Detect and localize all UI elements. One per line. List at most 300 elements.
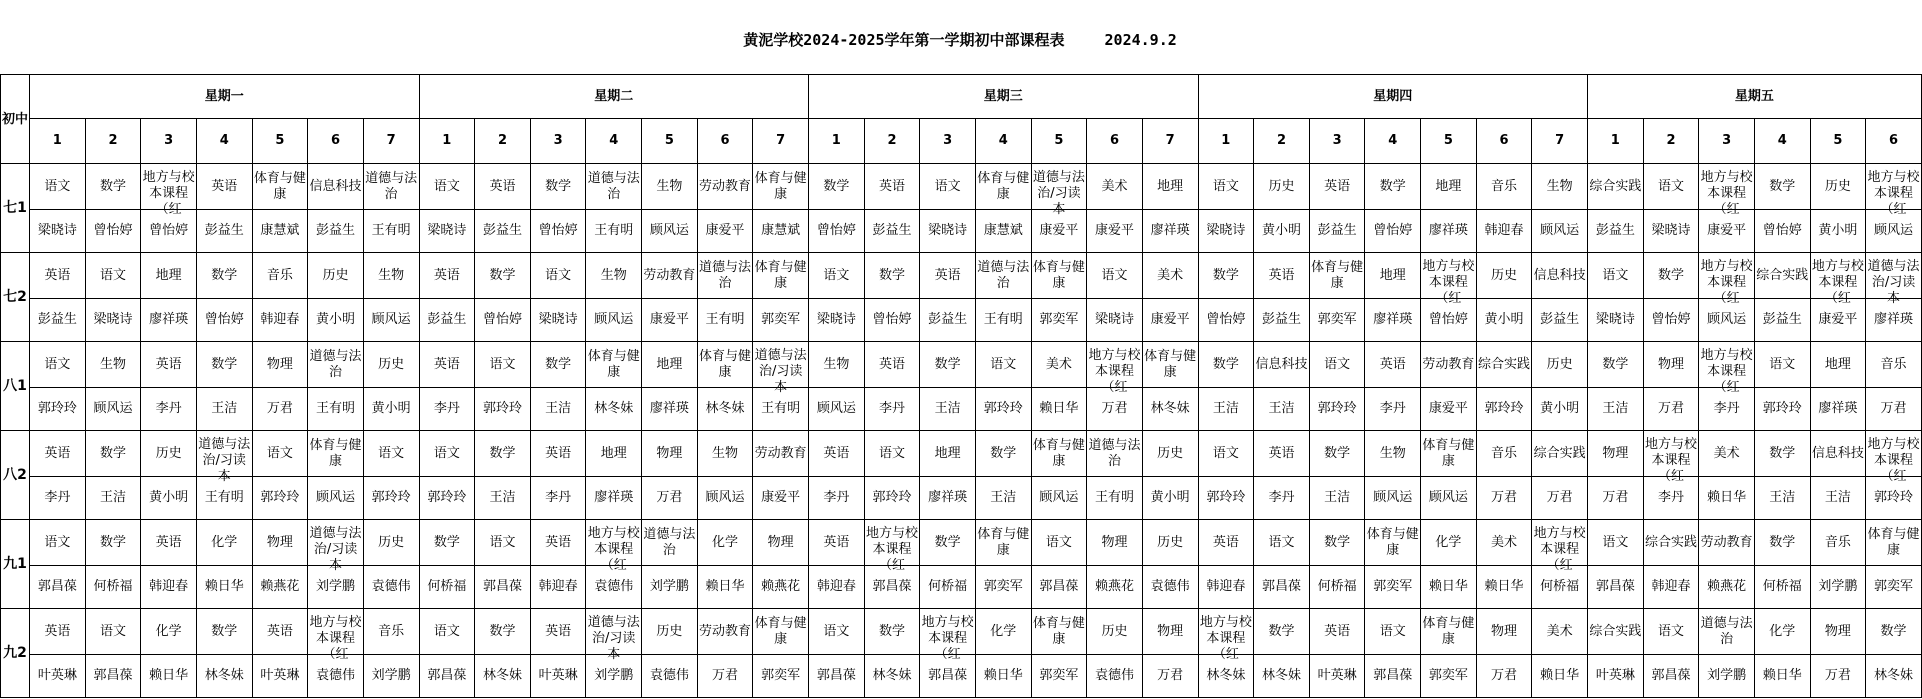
subject-cell bbox=[920, 520, 976, 566]
subject-text: 地理 bbox=[934, 445, 961, 461]
subject-text: 历史 bbox=[322, 267, 349, 283]
teacher-text: 郭奕军 bbox=[761, 668, 801, 683]
subject-text: 数学 bbox=[211, 267, 238, 283]
teacher-cell bbox=[1198, 299, 1254, 342]
subject-cell bbox=[1699, 342, 1755, 395]
subject-text: 历史 bbox=[1546, 356, 1573, 372]
subject-cell bbox=[1031, 609, 1087, 655]
teacher-cell bbox=[196, 566, 252, 609]
subject-cell bbox=[1476, 520, 1532, 566]
subject-cell bbox=[419, 520, 475, 566]
teacher-text: 王洁 bbox=[1212, 401, 1239, 416]
teacher-text: 韩迎春 bbox=[538, 579, 578, 594]
teacher-cell bbox=[1309, 566, 1365, 609]
teacher-cell bbox=[141, 655, 197, 698]
subject-text: 道德与法治/习读本 bbox=[198, 437, 251, 484]
teacher-cell bbox=[753, 299, 809, 342]
subject-cell bbox=[586, 253, 642, 299]
subject-cell bbox=[864, 164, 920, 210]
period-number: 1 bbox=[809, 119, 865, 164]
teacher-text: 刘学鹏 bbox=[316, 579, 356, 594]
subject-cell bbox=[1588, 164, 1644, 210]
subject-cell bbox=[1754, 520, 1810, 566]
subject-text: 地方与校本课程（红 bbox=[1422, 259, 1475, 306]
teacher-cell bbox=[1532, 388, 1588, 431]
teacher-cell bbox=[1142, 299, 1198, 342]
teacher-text: 曾怡婷 bbox=[1428, 312, 1468, 327]
teacher-cell bbox=[1643, 210, 1699, 253]
teacher-cell bbox=[642, 210, 698, 253]
subject-cell bbox=[141, 164, 197, 217]
subject-cell bbox=[1031, 253, 1087, 299]
subject-text: 体育与健康 bbox=[587, 348, 640, 380]
subject-text: 道德与法治/习读本 bbox=[1032, 170, 1085, 217]
subject-cell bbox=[85, 609, 141, 655]
teacher-cell bbox=[141, 388, 197, 431]
teacher-cell bbox=[1588, 388, 1644, 431]
period-number: 6 bbox=[1866, 119, 1922, 164]
subject-cell bbox=[1476, 431, 1532, 477]
subject-text: 英语 bbox=[934, 267, 961, 283]
subject-cell bbox=[642, 253, 698, 299]
subject-cell bbox=[1309, 609, 1365, 655]
subject-cell bbox=[586, 609, 642, 662]
subject-cell bbox=[1087, 342, 1143, 395]
subject-cell bbox=[1866, 164, 1922, 217]
teacher-cell bbox=[1365, 299, 1421, 342]
subject-text: 地方与校本课程（红 bbox=[309, 615, 362, 662]
subject-cell bbox=[1142, 164, 1198, 210]
subject-cell bbox=[1866, 431, 1922, 484]
teacher-cell bbox=[1476, 655, 1532, 698]
subject-cell bbox=[642, 164, 698, 210]
subject-cell bbox=[975, 342, 1031, 388]
teacher-cell bbox=[363, 655, 419, 698]
teacher-cell bbox=[1031, 299, 1087, 342]
teacher-text: 康爱平 bbox=[1428, 401, 1468, 416]
subject-text: 英语 bbox=[545, 623, 572, 639]
subject-cell bbox=[586, 342, 642, 388]
teacher-text: 王有明 bbox=[204, 490, 244, 505]
period-number: 3 bbox=[1699, 119, 1755, 164]
teacher-cell bbox=[1699, 566, 1755, 609]
teacher-cell bbox=[809, 299, 865, 342]
teacher-text: 康爱平 bbox=[761, 490, 801, 505]
weekday-header: 星期四 bbox=[1198, 75, 1588, 119]
subject-cell bbox=[753, 431, 809, 477]
teacher-cell bbox=[475, 299, 531, 342]
subject-text: 语文 bbox=[1602, 267, 1629, 283]
subject-text: 生物 bbox=[378, 267, 405, 283]
teacher-text: 王洁 bbox=[934, 401, 961, 416]
subject-text: 道德与法治 bbox=[1700, 615, 1753, 647]
period-number: 6 bbox=[697, 119, 753, 164]
subject-text: 物理 bbox=[1824, 623, 1851, 639]
subject-text: 历史 bbox=[1101, 623, 1128, 639]
teacher-text: 赖燕花 bbox=[260, 579, 300, 594]
teacher-cell bbox=[697, 210, 753, 253]
subject-text: 语文 bbox=[1101, 267, 1128, 283]
subject-cell bbox=[363, 253, 419, 299]
subject-cell bbox=[1810, 164, 1866, 210]
teacher-text: 李丹 bbox=[1268, 490, 1295, 505]
subject-text: 历史 bbox=[1157, 445, 1184, 461]
period-number: 5 bbox=[642, 119, 698, 164]
teacher-cell bbox=[1087, 477, 1143, 520]
teacher-text: 黄小明 bbox=[149, 490, 189, 505]
subject-text: 体育与健康 bbox=[1144, 348, 1197, 380]
period-number: 3 bbox=[1309, 119, 1365, 164]
teacher-cell bbox=[419, 566, 475, 609]
subject-cell bbox=[1866, 253, 1922, 306]
teacher-text: 郭玲玲 bbox=[37, 401, 77, 416]
subject-cell bbox=[419, 342, 475, 388]
period-number: 4 bbox=[1365, 119, 1421, 164]
subject-text: 生物 bbox=[656, 178, 683, 194]
teacher-text: 曾怡婷 bbox=[93, 223, 133, 238]
subject-text: 生物 bbox=[99, 356, 126, 372]
teacher-cell bbox=[1810, 210, 1866, 253]
teacher-text: 顾风运 bbox=[1039, 490, 1079, 505]
teacher-text: 黄小明 bbox=[316, 312, 356, 327]
teacher-cell bbox=[196, 388, 252, 431]
period-number: 1 bbox=[1588, 119, 1644, 164]
subject-cell bbox=[141, 609, 197, 655]
subject-text: 化学 bbox=[990, 623, 1017, 639]
subject-cell bbox=[530, 342, 586, 388]
subject-text: 语文 bbox=[489, 534, 516, 550]
teacher-text: 康慧斌 bbox=[983, 223, 1023, 238]
teacher-cell bbox=[419, 655, 475, 698]
subject-text: 英语 bbox=[44, 445, 71, 461]
teacher-text: 李丹 bbox=[1657, 490, 1684, 505]
teacher-text: 康爱平 bbox=[649, 312, 689, 327]
subject-text: 数学 bbox=[1769, 445, 1796, 461]
subject-text: 物理 bbox=[1101, 534, 1128, 550]
subject-text: 历史 bbox=[1824, 178, 1851, 194]
teacher-text: 叶英琳 bbox=[260, 668, 300, 683]
teacher-cell bbox=[1643, 655, 1699, 698]
teacher-text: 曾怡婷 bbox=[872, 312, 912, 327]
teacher-text: 彭益生 bbox=[204, 223, 244, 238]
subject-cell bbox=[1365, 520, 1421, 566]
subject-cell bbox=[85, 342, 141, 388]
subject-text: 道德与法治 bbox=[587, 170, 640, 202]
subject-text: 英语 bbox=[1379, 356, 1406, 372]
teacher-cell bbox=[1754, 477, 1810, 520]
teacher-cell bbox=[1087, 566, 1143, 609]
teacher-text: 郭昌葆 bbox=[1039, 579, 1079, 594]
teacher-text: 郭玲玲 bbox=[1206, 490, 1246, 505]
subject-text: 生物 bbox=[712, 445, 739, 461]
period-number: 6 bbox=[1087, 119, 1143, 164]
teacher-text: 康爱平 bbox=[1818, 312, 1858, 327]
teacher-cell bbox=[363, 388, 419, 431]
weekday-header: 星期一 bbox=[30, 75, 420, 119]
subject-text: 音乐 bbox=[1880, 356, 1907, 372]
subject-text: 地方与校本课程（红 bbox=[1867, 170, 1920, 217]
subject-text: 语文 bbox=[489, 356, 516, 372]
subject-text: 生物 bbox=[1379, 445, 1406, 461]
subject-cell bbox=[586, 431, 642, 477]
period-number: 3 bbox=[141, 119, 197, 164]
subject-text: 数学 bbox=[1268, 623, 1295, 639]
teacher-cell bbox=[1087, 210, 1143, 253]
weekday-header: 星期三 bbox=[809, 75, 1199, 119]
subject-text: 英语 bbox=[155, 356, 182, 372]
subject-cell bbox=[1699, 164, 1755, 217]
teacher-text: 彭益生 bbox=[1317, 223, 1357, 238]
subject-cell bbox=[1254, 431, 1310, 477]
teacher-cell bbox=[809, 566, 865, 609]
subject-cell bbox=[1532, 164, 1588, 210]
teacher-cell bbox=[363, 210, 419, 253]
teacher-text: 廖祥瑛 bbox=[928, 490, 968, 505]
subject-text: 语文 bbox=[1324, 356, 1351, 372]
subject-cell bbox=[252, 164, 308, 210]
subject-cell bbox=[1365, 164, 1421, 210]
teacher-cell bbox=[1254, 477, 1310, 520]
subject-cell bbox=[85, 253, 141, 299]
teacher-text: 王有明 bbox=[705, 312, 745, 327]
teacher-text: 彭益生 bbox=[482, 223, 522, 238]
teacher-text: 王洁 bbox=[990, 490, 1017, 505]
subject-cell bbox=[1532, 520, 1588, 573]
teacher-cell bbox=[864, 388, 920, 431]
subject-cell bbox=[920, 431, 976, 477]
teacher-cell bbox=[642, 477, 698, 520]
teacher-text: 黄小明 bbox=[371, 401, 411, 416]
period-number: 1 bbox=[419, 119, 475, 164]
teacher-cell bbox=[252, 655, 308, 698]
subject-cell bbox=[1198, 520, 1254, 566]
subject-cell bbox=[1699, 431, 1755, 477]
teacher-cell bbox=[1254, 655, 1310, 698]
teacher-cell bbox=[530, 210, 586, 253]
subject-cell bbox=[1142, 431, 1198, 477]
teacher-text: 刘学鹏 bbox=[1818, 579, 1858, 594]
teacher-cell bbox=[753, 477, 809, 520]
subject-text: 信息科技 bbox=[1255, 356, 1308, 372]
subject-cell bbox=[196, 164, 252, 210]
teacher-text: 赖日华 bbox=[1484, 579, 1524, 594]
teacher-text: 郭昌葆 bbox=[482, 579, 522, 594]
subject-text: 数学 bbox=[489, 267, 516, 283]
teacher-text: 廖祥瑛 bbox=[649, 401, 689, 416]
teacher-cell bbox=[1754, 299, 1810, 342]
subject-text: 道德与法治/习读本 bbox=[754, 348, 807, 395]
subject-cell bbox=[252, 609, 308, 655]
subject-text: 数学 bbox=[1602, 356, 1629, 372]
subject-text: 英语 bbox=[44, 623, 71, 639]
teacher-text: 顾风运 bbox=[816, 401, 856, 416]
teacher-cell bbox=[530, 299, 586, 342]
teacher-text: 王洁 bbox=[1268, 401, 1295, 416]
subject-text: 道德与法治/习读本 bbox=[587, 615, 640, 662]
subject-text: 综合实践 bbox=[1756, 267, 1809, 283]
teacher-text: 彭益生 bbox=[1595, 223, 1635, 238]
period-header-row bbox=[1, 119, 1922, 164]
period-number: 4 bbox=[196, 119, 252, 164]
subject-text: 综合实践 bbox=[1478, 356, 1531, 372]
class-name: 九1 bbox=[1, 520, 30, 609]
subject-text: 英语 bbox=[878, 356, 905, 372]
teacher-text: 赖日华 bbox=[149, 668, 189, 683]
subject-cell bbox=[1365, 253, 1421, 299]
subject-cell bbox=[308, 609, 364, 662]
subject-text: 语文 bbox=[545, 267, 572, 283]
teacher-cell bbox=[809, 210, 865, 253]
teacher-text: 何桥福 bbox=[1317, 579, 1357, 594]
subject-cell bbox=[530, 164, 586, 210]
class-subject-row bbox=[1, 520, 1922, 566]
teacher-text: 顾风运 bbox=[705, 490, 745, 505]
subject-text: 体育与健康 bbox=[1032, 259, 1085, 291]
teacher-cell bbox=[864, 299, 920, 342]
subject-text: 道德与法治 bbox=[699, 259, 752, 291]
subject-cell bbox=[1309, 431, 1365, 477]
subject-text: 音乐 bbox=[266, 267, 293, 283]
teacher-text: 袁德伟 bbox=[316, 668, 356, 683]
teacher-cell bbox=[1754, 210, 1810, 253]
subject-text: 综合实践 bbox=[1589, 623, 1642, 639]
teacher-cell bbox=[1476, 299, 1532, 342]
subject-cell bbox=[1254, 342, 1310, 388]
subject-cell bbox=[1031, 164, 1087, 217]
teacher-cell bbox=[1699, 477, 1755, 520]
subject-cell bbox=[196, 431, 252, 484]
subject-text: 道德与法治 bbox=[309, 348, 362, 380]
subject-cell bbox=[196, 342, 252, 388]
class-subject-row bbox=[1, 253, 1922, 299]
teacher-text: 王洁 bbox=[1769, 490, 1796, 505]
teacher-text: 叶英琳 bbox=[1317, 668, 1357, 683]
teacher-cell bbox=[30, 388, 86, 431]
subject-cell bbox=[1198, 253, 1254, 299]
subject-cell bbox=[363, 431, 419, 477]
period-number: 7 bbox=[363, 119, 419, 164]
subject-text: 化学 bbox=[211, 534, 238, 550]
subject-cell bbox=[864, 253, 920, 299]
teacher-cell bbox=[1754, 388, 1810, 431]
teacher-text: 王有明 bbox=[371, 223, 411, 238]
subject-cell bbox=[753, 253, 809, 299]
teacher-cell bbox=[1643, 299, 1699, 342]
subject-cell bbox=[141, 253, 197, 299]
teacher-cell bbox=[1087, 299, 1143, 342]
period-number: 7 bbox=[1532, 119, 1588, 164]
teacher-text: 顾风运 bbox=[1707, 312, 1747, 327]
teacher-cell bbox=[1866, 388, 1922, 431]
teacher-cell bbox=[85, 299, 141, 342]
period-number: 1 bbox=[1198, 119, 1254, 164]
subject-text: 语文 bbox=[44, 356, 71, 372]
teacher-cell bbox=[308, 388, 364, 431]
subject-text: 历史 bbox=[1491, 267, 1518, 283]
subject-text: 数学 bbox=[1769, 534, 1796, 550]
subject-text: 语文 bbox=[1212, 178, 1239, 194]
teacher-cell bbox=[975, 566, 1031, 609]
period-number: 3 bbox=[920, 119, 976, 164]
teacher-text: 王洁 bbox=[1324, 490, 1351, 505]
teacher-cell bbox=[530, 566, 586, 609]
subject-text: 数学 bbox=[489, 623, 516, 639]
teacher-cell bbox=[1421, 388, 1477, 431]
teacher-cell bbox=[1810, 566, 1866, 609]
subject-cell bbox=[419, 164, 475, 210]
teacher-text: 林冬妹 bbox=[1150, 401, 1190, 416]
teacher-text: 林冬妹 bbox=[482, 668, 522, 683]
teacher-cell bbox=[809, 388, 865, 431]
subject-text: 音乐 bbox=[1824, 534, 1851, 550]
teacher-cell bbox=[1866, 566, 1922, 609]
subject-cell bbox=[753, 342, 809, 395]
subject-text: 美术 bbox=[1491, 534, 1518, 550]
subject-text: 语文 bbox=[99, 267, 126, 283]
teacher-text: 郭奕军 bbox=[1428, 668, 1468, 683]
teacher-text: 万君 bbox=[1546, 490, 1573, 505]
subject-text: 英语 bbox=[155, 534, 182, 550]
subject-cell bbox=[196, 609, 252, 655]
teacher-text: 彭益生 bbox=[1261, 312, 1301, 327]
teacher-cell bbox=[1866, 655, 1922, 698]
teacher-text: 李丹 bbox=[44, 490, 71, 505]
teacher-cell bbox=[1699, 655, 1755, 698]
teacher-cell bbox=[1365, 210, 1421, 253]
subject-text: 英语 bbox=[433, 356, 460, 372]
subject-text: 综合实践 bbox=[1533, 445, 1586, 461]
teacher-cell bbox=[419, 388, 475, 431]
subject-text: 地方与校本课程（红 bbox=[1700, 170, 1753, 217]
subject-text: 体育与健康 bbox=[977, 170, 1030, 202]
subject-cell bbox=[1588, 609, 1644, 655]
teacher-cell bbox=[1754, 655, 1810, 698]
teacher-text: 彭益生 bbox=[1762, 312, 1802, 327]
teacher-cell bbox=[419, 477, 475, 520]
teacher-text: 廖祥瑛 bbox=[1428, 223, 1468, 238]
teacher-text: 顾风运 bbox=[316, 490, 356, 505]
subject-cell bbox=[809, 609, 865, 655]
period-number: 7 bbox=[753, 119, 809, 164]
period-number: 3 bbox=[530, 119, 586, 164]
subject-cell bbox=[530, 609, 586, 655]
teacher-cell bbox=[1309, 477, 1365, 520]
subject-text: 数学 bbox=[1769, 178, 1796, 194]
teacher-cell bbox=[1810, 388, 1866, 431]
subject-text: 地方与校本课程（红 bbox=[587, 526, 640, 573]
subject-cell bbox=[809, 164, 865, 210]
teacher-cell bbox=[1142, 388, 1198, 431]
subject-cell bbox=[1643, 164, 1699, 210]
subject-text: 英语 bbox=[1268, 267, 1295, 283]
subject-text: 音乐 bbox=[378, 623, 405, 639]
subject-text: 数学 bbox=[1212, 267, 1239, 283]
subject-text: 劳动教育 bbox=[699, 623, 752, 639]
subject-cell bbox=[1031, 520, 1087, 566]
subject-text: 地理 bbox=[1157, 178, 1184, 194]
teacher-text: 王洁 bbox=[489, 490, 516, 505]
subject-text: 物理 bbox=[1157, 623, 1184, 639]
teacher-cell bbox=[1643, 388, 1699, 431]
teacher-text: 廖祥瑛 bbox=[594, 490, 634, 505]
subject-cell bbox=[1421, 342, 1477, 388]
subject-text: 语文 bbox=[1657, 623, 1684, 639]
subject-cell bbox=[1254, 253, 1310, 299]
subject-cell bbox=[1810, 609, 1866, 655]
teacher-text: 李丹 bbox=[545, 490, 572, 505]
teacher-cell bbox=[1365, 388, 1421, 431]
subject-cell bbox=[141, 342, 197, 388]
